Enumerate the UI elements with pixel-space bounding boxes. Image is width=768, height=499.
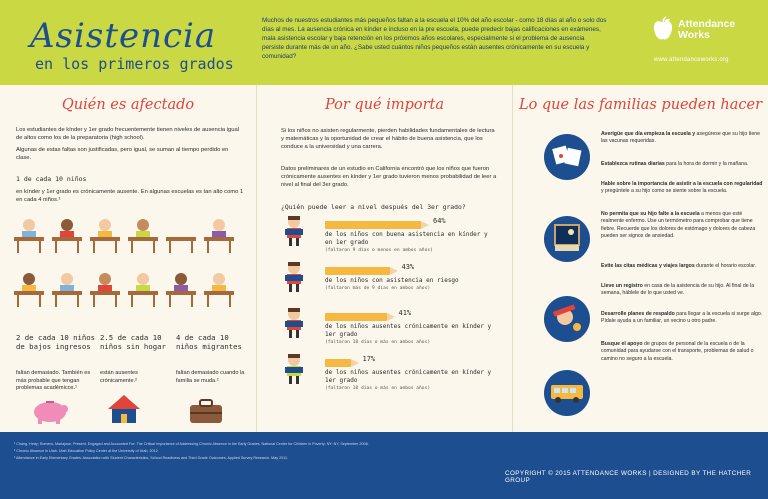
- footnote-3: ³ Attendance in Early Elementary Grades: Association with Student Characteristics, School Readiness and Third Grade Outcomes, Applied Survey Research. May 2011.: [14, 456, 289, 460]
- reading-bar-note: (faltaron 9 días o menos en ambos años): [325, 248, 433, 253]
- doctor-child-icon: [544, 296, 590, 342]
- reading-bar-label-text: de los niños con asistencia en riesgo: [325, 277, 459, 284]
- section-title-families: Lo que las familias pueden hacer: [518, 97, 763, 113]
- family-tip: [601, 131, 763, 146]
- reading-bar-percent: 17%: [362, 355, 376, 363]
- header-banner: [0, 0, 768, 85]
- classroom-desks-illustration: [14, 213, 244, 323]
- stat-homeless-body: están ausentes crónicamente.²: [100, 370, 138, 384]
- stat-low-income-headline: 2 de cada 10 niños de bajos ingresos: [16, 333, 96, 351]
- family-tip: [601, 181, 763, 196]
- family-tip-bold: Establezca rutinas diarias: [601, 161, 665, 167]
- reading-bar-label: [325, 231, 495, 255]
- reading-bar-label: [325, 323, 495, 347]
- reading-bar-label: [325, 369, 495, 393]
- reading-child-icon: [285, 353, 303, 385]
- section-title-who: Quién es afectado: [61, 97, 195, 113]
- reading-bar-label-text: de los niños ausentes crónicamente en kínder y 1er grado: [325, 369, 492, 384]
- section-title-why: Por qué importa: [324, 97, 445, 113]
- footnote-2: ² Chronic Absence in Utah. Utah Education Policy Center at the University of Utah, 2012.: [14, 449, 159, 453]
- family-tip-text: de grupos de personal de la escuela o de la comunidad para ayudarse con el transporte, problemas de salud o camino no seguro a la escuela.: [601, 341, 754, 362]
- reading-child-icon: [285, 261, 303, 293]
- who-paragraph-2: Algunas de estas faltas son justificadas, pero igual, se suman al tiempo perdido en clase.: [16, 147, 229, 161]
- why-paragraph-2: Datos preliminares de un estudio en California encontró que los niños que fueron crónicamente ausentes en kínder y 1er grado tuvieron menos probabilidad de leer a nivel al final del 3er grado.: [281, 166, 497, 188]
- page-subtitle: en los primeros grados: [35, 55, 234, 73]
- reading-bar-label: [325, 277, 495, 293]
- family-tip: [601, 211, 763, 240]
- family-tip-text: asegúrese que su hijo tiene las vacunas requeridas.: [601, 131, 760, 145]
- reading-question: ¿Quién puede leer a nivel después del 3er grado?: [281, 203, 466, 211]
- reading-bar-note: (faltaron 18 días o más en ambos años): [325, 386, 431, 391]
- logo-url-link[interactable]: www.attendanceworks.org: [654, 57, 729, 63]
- family-tips-illustrations: [543, 133, 591, 423]
- reading-bar-note: (faltaron 18 días o más en ambos años): [325, 340, 431, 345]
- reading-child-icon: [285, 215, 303, 247]
- family-tip-text: en casa de la asistencia de su hijo. Al final de la semana, háblele de lo que usted ve.: [601, 283, 755, 297]
- family-tip-bold: Evite las citas médicas y viajes largos: [601, 263, 695, 269]
- copyright-text: COPYRIGHT © 2015 ATTENDANCE WORKS | DESIGNED BY THE HATCHER GROUP: [505, 470, 752, 484]
- section-why-it-matters: [256, 85, 512, 432]
- school-bus-icon: [544, 370, 590, 416]
- family-tip-bold: Lleve un registro: [601, 283, 643, 289]
- reading-bar-label-text: de los niños con buena asistencia en kínder y en 1er grado: [325, 231, 488, 246]
- calendar-vaccine-icon: [544, 134, 590, 180]
- intro-paragraph: Muchos de nuestros estudiantes más pequeños faltan a la escuela el 10% del año escolar - como 18 días al año o solo dos días al mes. La ausencia crónica en kínder e incluso en la pre escuela, puede predecir bajas calificaciones en exámenes, mala asistencia escolar y baja retención en los próximos años escolares, especialmente si el problema de ausencia persiste durante más de un año. ¿Sabe usted cuántos niños pequeños están ausentes crónicamente en su escuela y comunidad?: [262, 17, 607, 60]
- footnote-1: ¹ Chang, Hedy; Romero, Mariajose, Present, Engaged and Accounted For: The Critical Importance of Addressing Chronic Absence in the Early Grades, National Center for Children in Poverty: NY: NY, September 2008.: [14, 442, 369, 446]
- reading-bar: [325, 359, 351, 367]
- family-tip-text: a menos que esté realmente enfermo. Use un termómetro para comprobar que tiene fiebre. Recuerde que los dolores de estómago y dolores de cabeza pueden ser signos de ansiedad.: [601, 211, 756, 239]
- family-tip-bold: Desarrolle planes de respaldo: [601, 311, 675, 317]
- stat-low-income-body: faltan demasiado. También es más probable que tengan problemas académicos.¹: [16, 370, 91, 392]
- reading-child-icon: [285, 307, 303, 339]
- reading-bar: [325, 313, 387, 321]
- reading-bar-label-text: de los niños ausentes crónicamente en kínder y 1er grado: [325, 323, 492, 338]
- night-window-icon: [544, 216, 590, 262]
- family-tip: [601, 341, 763, 363]
- footer: [0, 432, 768, 499]
- piggy-bank-icon: [28, 397, 72, 425]
- logo-name: Attendance Works: [678, 18, 736, 41]
- who-paragraph-3: en kínder y 1er grado es crónicamente ausente. En algunas escuelas es tan alto como 1 en cada 4 niños.¹: [16, 189, 244, 203]
- stat-migrant-body: faltan demasiado cuando la familia se muda.²: [176, 370, 245, 384]
- stat-homeless-headline: 2.5 de cada 10 niños sin hogar: [100, 333, 166, 351]
- family-tip-bold: Busque el apoyo: [601, 341, 643, 347]
- section-what-families-can-do: [512, 85, 768, 432]
- family-tip-bold: Hable sobre la importancia de asistir a la escuela con regularidad: [601, 181, 763, 187]
- section-who-is-affected: [0, 85, 256, 432]
- reading-bar-percent: 43%: [401, 263, 415, 271]
- stat-migrant-headline: 4 de cada 10 niños migrantes: [176, 333, 242, 351]
- family-tip: [601, 283, 763, 298]
- house-icon: [106, 393, 142, 425]
- family-tip-text: durante el horario escolar.: [694, 263, 757, 269]
- family-tip-text: para llegar a la escuela si surge algo. Pídale ayuda a un familiar, un vecino u otro padre.: [601, 311, 763, 325]
- reading-bar-percent: 64%: [433, 217, 446, 225]
- family-tip-bold: Averigüe que día empieza la escuela y: [601, 131, 696, 137]
- family-tip: [601, 263, 763, 270]
- reading-bar: [325, 267, 390, 275]
- reading-bar-percent: 41%: [398, 309, 412, 317]
- who-paragraph-1: Los estudiantes de kínder y 1er grado frecuentemente tienen niveles de ausencia igual de altos como los de la preparatoria (high school).: [16, 127, 240, 141]
- apple-icon: [652, 16, 674, 42]
- family-tip: [601, 311, 763, 326]
- reading-bar-note: (faltaron más de 9 días en ambos años): [325, 286, 431, 291]
- who-stat-headline: 1 de cada 10 niños: [16, 175, 87, 183]
- family-tip-text: y pregúntele a su hijo como se siente sobre la escuela.: [601, 188, 728, 195]
- family-tip-bold: No permita que su hijo falte a la escuela: [601, 211, 700, 217]
- page-title: Asistencia: [30, 16, 217, 56]
- family-tip-text: para la hora de dormir y la mañana.: [664, 161, 749, 167]
- suitcase-icon: [188, 399, 224, 425]
- reading-bar: [325, 221, 421, 229]
- why-paragraph-1: Si los niños no asisten regularmente, pierden habilidades fundamentales de lectura y matemáticas y la oportunidad de crear el hábito de buena asistencia, que los conduce a la universidad y una carrera.: [281, 128, 495, 150]
- attendance-works-logo[interactable]: [652, 16, 752, 70]
- family-tip: [601, 161, 763, 168]
